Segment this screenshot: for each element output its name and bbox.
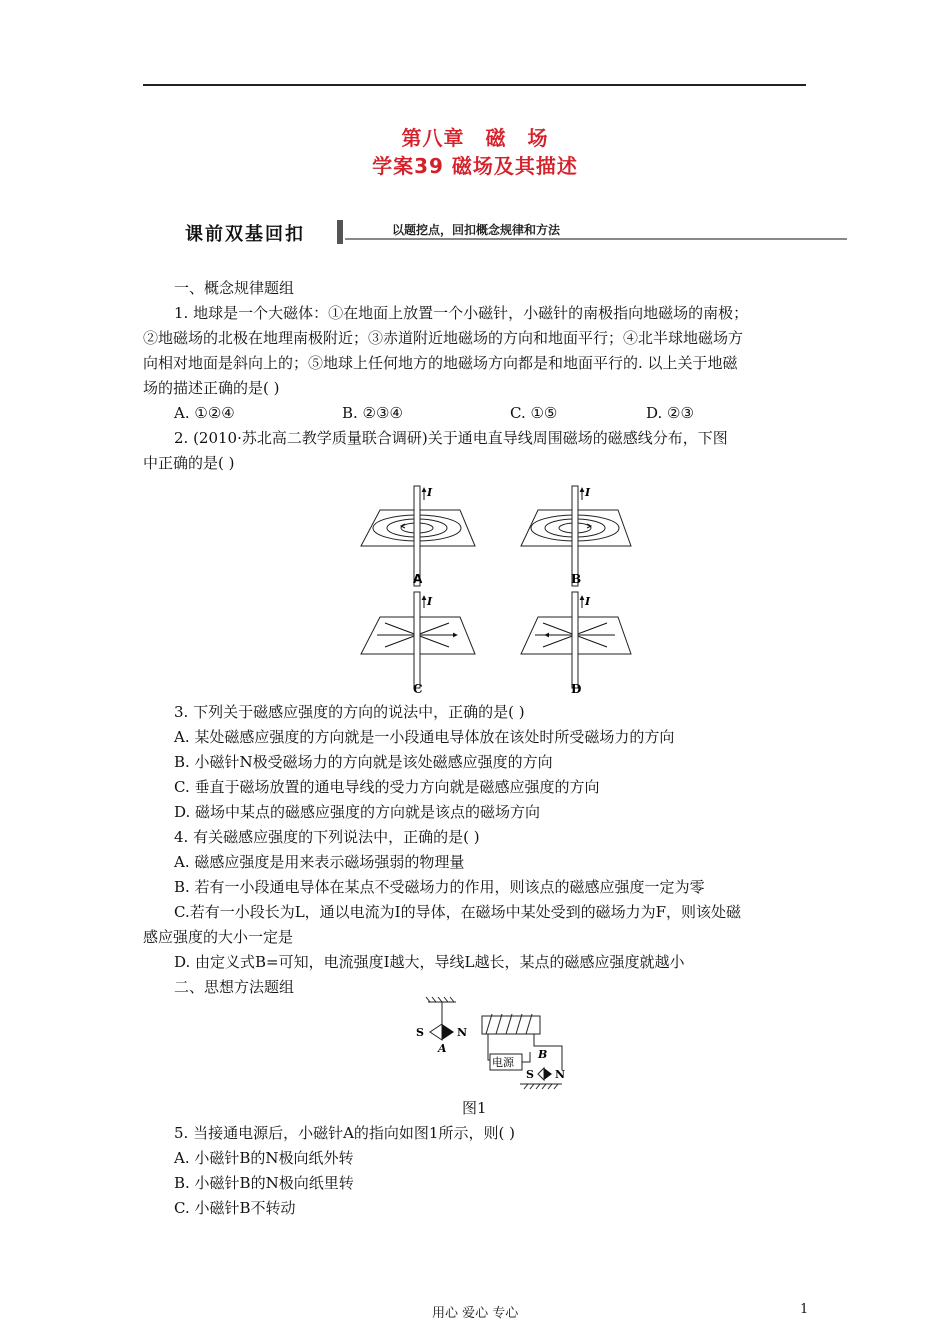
q2-line: 中正确的是( )	[143, 454, 235, 472]
group2-heading: 二、思想方法题组	[174, 978, 295, 996]
footer-motto: 用心 爱心 专心	[432, 1306, 519, 1321]
panel-label-c: C	[413, 682, 423, 695]
figure1-caption: 图1	[462, 1099, 487, 1117]
current-label-a: I	[427, 486, 433, 499]
q5-option-b: B. 小磁针B的N极向纸里转	[174, 1174, 354, 1192]
q2-line: 2. (2010·苏北高二教学质量联合调研)关于通电直导线周围磁场的磁感线分布，下图	[174, 429, 728, 447]
current-label-b: I	[585, 486, 591, 499]
q1-option-d: D. ②③	[646, 404, 694, 422]
wire-field-figure	[355, 480, 640, 695]
q1-line: 场的描述正确的是( )	[143, 379, 280, 397]
q3-option-c: C. 垂直于磁场放置的通电导线的受力方向就是磁感应强度的方向	[174, 778, 600, 796]
magnet-a-label: A	[438, 1042, 447, 1055]
panel-d	[521, 592, 631, 695]
q1-line: 向相对地面是斜向上的；⑤地球上任何地方的地磁场方向都是和地面平行的. 以上关于地磁	[143, 354, 738, 372]
magnet-b-label: B	[538, 1048, 548, 1061]
q1-line: ②地磁场的北极在地理南极附近；③赤道附近地磁场的方向和地面平行；④北半球地磁场方	[143, 329, 744, 347]
q1-option-a: A. ①②④	[174, 404, 235, 422]
q3-option-d: D. 磁场中某点的磁感应强度的方向就是该点的磁场方向	[174, 803, 541, 821]
panel-b	[521, 486, 631, 586]
panel-a	[361, 486, 475, 586]
q5-line: 5. 当接通电源后，小磁针A的指向如图1所示，则( )	[174, 1124, 515, 1142]
q4-line: 4. 有关磁感应强度的下列说法中，正确的是( )	[174, 828, 480, 846]
magnet-a-n: N	[457, 1026, 468, 1039]
banner-subtitle: 以题挖点，回扣概念规律和方法	[392, 223, 561, 237]
banner-underline	[345, 238, 847, 240]
page-number: 1	[800, 1302, 809, 1317]
q4-option-c-cont: 感应强度的大小一定是	[143, 928, 294, 946]
q4-option-b: B. 若有一小段通电导体在某点不受磁场力的作用，则该点的磁感应强度一定为零	[174, 878, 705, 896]
q4-option-c: C.若有一小段长为L，通以电流为I的导体，在磁场中某处受到的磁场力为F，则该处磁	[174, 903, 742, 921]
q3-line: 3. 下列关于磁感应强度的方向的说法中，正确的是( )	[174, 703, 525, 721]
current-label-c: I	[427, 595, 433, 608]
current-label-d: I	[585, 595, 591, 608]
magnet-a-s: S	[416, 1026, 424, 1039]
q5-option-a: A. 小磁针B的N极向纸外转	[174, 1149, 354, 1167]
banner-label: 课前双基回扣	[185, 224, 305, 245]
panel-label-d: D	[571, 682, 582, 695]
panel-label-a: A	[413, 572, 423, 586]
chapter-title: 第八章 磁 场	[401, 126, 549, 150]
panel-c	[361, 592, 475, 695]
magnet-b-s: S	[526, 1068, 534, 1081]
magnet-b-n: N	[555, 1068, 566, 1081]
q5-option-c: C. 小磁针B不转动	[174, 1199, 296, 1217]
q1-line: 1. 地球是一个大磁体：①在地面上放置一个小磁针，小磁针的南极指向地磁场的南极；	[174, 304, 749, 322]
q3-option-b: B. 小磁针N极受磁场力的方向就是该处磁感应强度的方向	[174, 753, 553, 771]
q4-option-d: D. 由定义式B=可知，电流强度I越大，导线L越长，某点的磁感应强度就越小	[174, 953, 685, 971]
q4-option-a: A. 磁感应强度是用来表示磁场强弱的物理量	[174, 853, 465, 871]
section-banner	[185, 216, 847, 246]
solenoid-figure	[412, 996, 572, 1096]
banner-divider	[337, 220, 343, 244]
power-source-label: 电源	[492, 1056, 514, 1069]
q1-option-b: B. ②③④	[342, 404, 403, 422]
section-title: 学案39 磁场及其描述	[372, 154, 578, 178]
q3-option-a: A. 某处磁感应强度的方向就是一小段通电导体放在该处时所受磁场力的方向	[174, 728, 675, 746]
panel-label-b: B	[571, 572, 582, 586]
header-rule	[143, 84, 806, 86]
q1-option-c: C. ①⑤	[510, 404, 558, 422]
group1-heading: 一、概念规律题组	[174, 279, 295, 297]
